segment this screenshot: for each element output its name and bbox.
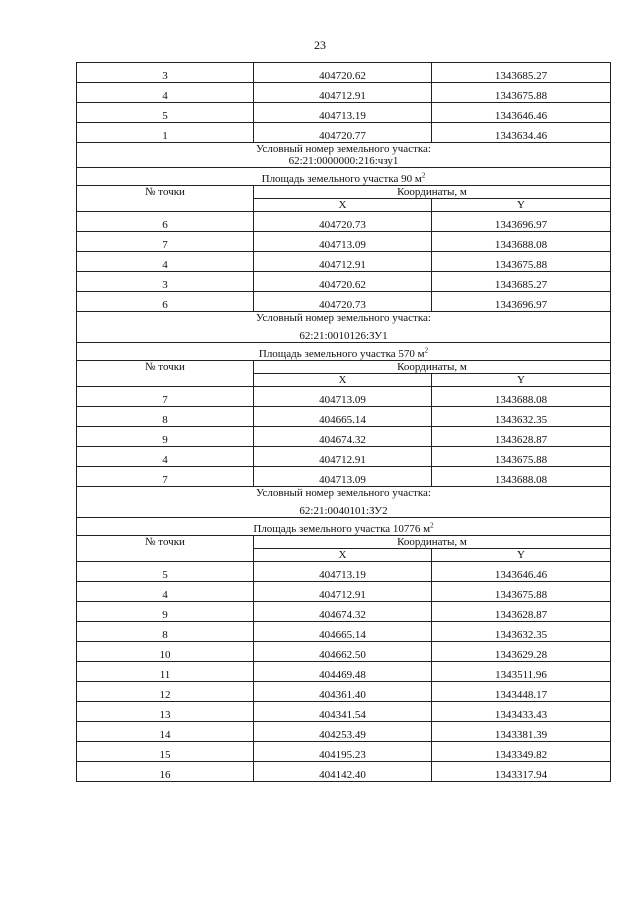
plot-number-row bbox=[77, 143, 611, 168]
column-header-row bbox=[77, 536, 611, 549]
plot-area-row bbox=[77, 168, 611, 186]
coord-x-cell: 404720.73 bbox=[254, 212, 432, 232]
page-number: 23 bbox=[314, 38, 326, 52]
coord-x-cell: 404713.19 bbox=[254, 103, 432, 123]
point-number-cell: 4 bbox=[77, 252, 254, 272]
coordinates-table bbox=[76, 62, 611, 782]
plot-number-label: Условный номер земельного участка: bbox=[256, 143, 431, 155]
coord-y-cell: 1343448.17 bbox=[432, 682, 611, 702]
table-row bbox=[77, 622, 611, 642]
area-unit-sup: 2 bbox=[424, 346, 429, 355]
coord-x-cell: 404469.48 bbox=[254, 662, 432, 682]
area-unit-sup: 2 bbox=[421, 171, 426, 180]
point-number-cell: 12 bbox=[77, 682, 254, 702]
point-number-cell: 14 bbox=[77, 722, 254, 742]
table-row bbox=[77, 562, 611, 582]
area-unit: м bbox=[417, 348, 425, 360]
plot-number-cell bbox=[77, 487, 611, 518]
point-number-cell: 15 bbox=[77, 742, 254, 762]
coord-y-cell: 1343696.97 bbox=[432, 212, 611, 232]
coord-y-cell: 1343634.46 bbox=[432, 123, 611, 143]
table-row bbox=[77, 212, 611, 232]
area-unit: м bbox=[423, 523, 431, 535]
coord-x-cell: 404720.77 bbox=[254, 123, 432, 143]
coord-y-cell: 1343685.27 bbox=[432, 272, 611, 292]
coord-x-cell: 404720.73 bbox=[254, 292, 432, 312]
point-number-cell: 4 bbox=[77, 582, 254, 602]
table-row bbox=[77, 742, 611, 762]
y-column-header: Y bbox=[432, 374, 611, 387]
point-number-cell: 6 bbox=[77, 212, 254, 232]
point-number-cell: 8 bbox=[77, 622, 254, 642]
coord-y-cell: 1343433.43 bbox=[432, 702, 611, 722]
coord-y-cell: 1343688.08 bbox=[432, 467, 611, 487]
coord-y-cell: 1343381.39 bbox=[432, 722, 611, 742]
table-row bbox=[77, 762, 611, 782]
coord-y-cell: 1343317.94 bbox=[432, 762, 611, 782]
point-number-cell: 9 bbox=[77, 427, 254, 447]
area-unit: м bbox=[414, 173, 422, 185]
x-column-header: X bbox=[254, 374, 432, 387]
point-column-header: № точки bbox=[77, 186, 254, 212]
point-number-cell: 8 bbox=[77, 407, 254, 427]
table-row bbox=[77, 722, 611, 742]
plot-number-label: Условный номер земельного участка: bbox=[256, 487, 431, 499]
table-row bbox=[77, 427, 611, 447]
coord-y-cell: 1343688.08 bbox=[432, 232, 611, 252]
plot-number-value: 62:21:0010126:ЗУ1 bbox=[299, 330, 388, 342]
table-row bbox=[77, 83, 611, 103]
table-row bbox=[77, 467, 611, 487]
coord-y-cell: 1343646.46 bbox=[432, 103, 611, 123]
table-row bbox=[77, 407, 611, 427]
point-number-cell: 3 bbox=[77, 272, 254, 292]
area-value: 570 bbox=[398, 348, 415, 360]
coord-x-cell: 404341.54 bbox=[254, 702, 432, 722]
point-number-cell: 11 bbox=[77, 662, 254, 682]
coord-x-cell: 404720.62 bbox=[254, 63, 432, 83]
point-number-cell: 7 bbox=[77, 467, 254, 487]
coords-column-header: Координаты, м bbox=[254, 361, 611, 374]
point-column-header: № точки bbox=[77, 536, 254, 562]
point-number-cell: 6 bbox=[77, 292, 254, 312]
coord-y-cell: 1343628.87 bbox=[432, 427, 611, 447]
coord-y-cell: 1343511.96 bbox=[432, 662, 611, 682]
coord-y-cell: 1343675.88 bbox=[432, 447, 611, 467]
plot-area-cell bbox=[77, 518, 611, 536]
table-row bbox=[77, 292, 611, 312]
plot-area-row bbox=[77, 343, 611, 361]
coord-x-cell: 404712.91 bbox=[254, 582, 432, 602]
point-number-cell: 4 bbox=[77, 83, 254, 103]
table-row bbox=[77, 682, 611, 702]
area-label: Площадь земельного участка bbox=[258, 348, 396, 360]
plot-number-row bbox=[77, 487, 611, 518]
point-number-cell: 13 bbox=[77, 702, 254, 722]
table-row bbox=[77, 103, 611, 123]
coord-y-cell: 1343646.46 bbox=[432, 562, 611, 582]
area-label: Площадь земельного участка bbox=[261, 173, 399, 185]
plot-area-row bbox=[77, 518, 611, 536]
coord-x-cell: 404712.91 bbox=[254, 447, 432, 467]
plot-area-cell bbox=[77, 343, 611, 361]
table-row bbox=[77, 602, 611, 622]
y-column-header: Y bbox=[432, 199, 611, 212]
table-row bbox=[77, 582, 611, 602]
area-label: Площадь земельного участка bbox=[253, 523, 391, 535]
coords-column-header: Координаты, м bbox=[254, 186, 611, 199]
coord-x-cell: 404142.40 bbox=[254, 762, 432, 782]
coord-y-cell: 1343632.35 bbox=[432, 622, 611, 642]
point-number-cell: 16 bbox=[77, 762, 254, 782]
coord-x-cell: 404195.23 bbox=[254, 742, 432, 762]
coord-x-cell: 404665.14 bbox=[254, 622, 432, 642]
column-header-row bbox=[77, 186, 611, 199]
coord-x-cell: 404713.19 bbox=[254, 562, 432, 582]
coord-x-cell: 404712.91 bbox=[254, 252, 432, 272]
coord-x-cell: 404712.91 bbox=[254, 83, 432, 103]
coord-y-cell: 1343675.88 bbox=[432, 582, 611, 602]
x-column-header: X bbox=[254, 199, 432, 212]
coord-x-cell: 404665.14 bbox=[254, 407, 432, 427]
point-number-cell: 4 bbox=[77, 447, 254, 467]
coord-x-cell: 404713.09 bbox=[254, 467, 432, 487]
table-row bbox=[77, 702, 611, 722]
point-number-cell: 7 bbox=[77, 387, 254, 407]
point-number-cell: 5 bbox=[77, 562, 254, 582]
x-column-header: X bbox=[254, 549, 432, 562]
point-number-cell: 10 bbox=[77, 642, 254, 662]
column-header-row bbox=[77, 361, 611, 374]
coord-x-cell: 404674.32 bbox=[254, 427, 432, 447]
table-row bbox=[77, 642, 611, 662]
table-row bbox=[77, 662, 611, 682]
plot-number-value: 62:21:0000000:216:чзу1 bbox=[288, 155, 399, 167]
point-number-cell: 9 bbox=[77, 602, 254, 622]
area-unit-sup: 2 bbox=[430, 521, 434, 530]
coord-x-cell: 404713.09 bbox=[254, 232, 432, 252]
coords-column-header: Координаты, м bbox=[254, 536, 611, 549]
y-column-header: Y bbox=[432, 549, 611, 562]
plot-area-cell bbox=[77, 168, 611, 186]
coord-y-cell: 1343349.82 bbox=[432, 742, 611, 762]
coord-x-cell: 404253.49 bbox=[254, 722, 432, 742]
point-column-header: № точки bbox=[77, 361, 254, 387]
coord-x-cell: 404361.40 bbox=[254, 682, 432, 702]
coord-y-cell: 1343628.87 bbox=[432, 602, 611, 622]
coord-y-cell: 1343629.28 bbox=[432, 642, 611, 662]
coord-y-cell: 1343685.27 bbox=[432, 63, 611, 83]
coord-y-cell: 1343688.08 bbox=[432, 387, 611, 407]
coord-y-cell: 1343675.88 bbox=[432, 83, 611, 103]
point-number-cell: 7 bbox=[77, 232, 254, 252]
coord-x-cell: 404720.62 bbox=[254, 272, 432, 292]
plot-number-label: Условный номер земельного участка: bbox=[256, 312, 431, 324]
point-number-cell: 1 bbox=[77, 123, 254, 143]
plot-number-value: 62:21:0040101:ЗУ2 bbox=[299, 505, 388, 517]
point-number-cell: 5 bbox=[77, 103, 254, 123]
table-row bbox=[77, 272, 611, 292]
table-row bbox=[77, 63, 611, 83]
table-row bbox=[77, 232, 611, 252]
coord-y-cell: 1343696.97 bbox=[432, 292, 611, 312]
coord-x-cell: 404674.32 bbox=[254, 602, 432, 622]
table-row bbox=[77, 252, 611, 272]
coord-x-cell: 404713.09 bbox=[254, 387, 432, 407]
coord-y-cell: 1343632.35 bbox=[432, 407, 611, 427]
table-row bbox=[77, 123, 611, 143]
plot-number-cell bbox=[77, 312, 611, 343]
table-row bbox=[77, 387, 611, 407]
area-value: 90 bbox=[401, 173, 413, 185]
plot-number-cell bbox=[77, 143, 611, 168]
coord-y-cell: 1343675.88 bbox=[432, 252, 611, 272]
table-row bbox=[77, 447, 611, 467]
plot-number-row bbox=[77, 312, 611, 343]
point-number-cell: 3 bbox=[77, 63, 254, 83]
coord-x-cell: 404662.50 bbox=[254, 642, 432, 662]
area-value: 10776 bbox=[392, 523, 421, 535]
